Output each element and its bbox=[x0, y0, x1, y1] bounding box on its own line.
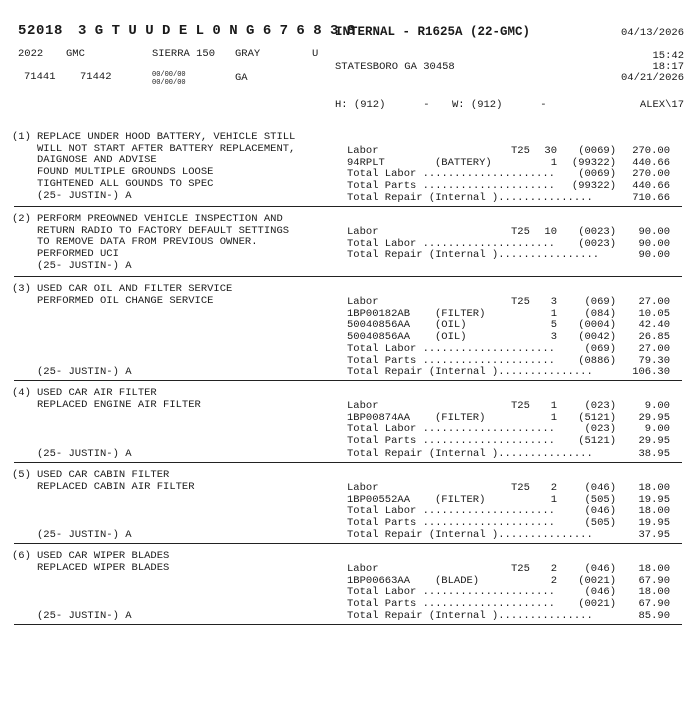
price-code: (084) bbox=[584, 307, 616, 320]
price-code: (0023) bbox=[578, 237, 616, 250]
amount: 270.00 bbox=[632, 145, 670, 157]
amount: 18.00 bbox=[638, 563, 670, 575]
amount: 85.90 bbox=[638, 610, 670, 622]
line-label: Total Labor ..................... bbox=[347, 168, 555, 181]
price-code: (069) bbox=[584, 342, 616, 355]
amount: 67.90 bbox=[638, 598, 670, 611]
part-description: (FILTER) bbox=[435, 411, 486, 424]
line-label: Total Repair (Internal )............... bbox=[347, 529, 593, 541]
amount: 27.00 bbox=[638, 342, 670, 355]
job-description-line: WILL NOT START AFTER BATTERY REPLACEMENT, bbox=[37, 142, 296, 155]
price-code: (046) bbox=[584, 586, 616, 599]
tech-code: T25 bbox=[511, 563, 530, 575]
line-label: 1BP00182AB bbox=[347, 307, 411, 320]
amount: 9.00 bbox=[644, 423, 670, 436]
line-label: Total Parts ..................... bbox=[347, 598, 555, 611]
line-label: 50040856AA bbox=[347, 319, 411, 332]
line-label: Total Labor ..................... bbox=[347, 423, 555, 436]
job-description-line: REPLACE UNDER HOOD BATTERY, VEHICLE STILL bbox=[37, 131, 296, 143]
line-label: Total Repair (Internal )............... bbox=[347, 448, 593, 460]
job-description-line: RETURN RADIO TO FACTORY DEFAULT SETTINGS bbox=[37, 224, 290, 237]
amount: 29.95 bbox=[638, 435, 670, 448]
vehicle-model: SIERRA 150 bbox=[152, 48, 216, 60]
technician-line: (25- JUSTIN-) A bbox=[37, 448, 132, 460]
blank-date-1: 00/00/00 bbox=[152, 71, 186, 79]
time-open: 15:42 bbox=[652, 50, 684, 62]
price-code: (0004) bbox=[578, 319, 616, 332]
part-description: (BLADE) bbox=[435, 574, 480, 587]
price-code: (0021) bbox=[578, 574, 616, 587]
section-divider bbox=[14, 543, 682, 544]
vehicle-color: GRAY bbox=[235, 48, 261, 60]
amount: 440.66 bbox=[632, 156, 670, 169]
section-divider bbox=[14, 462, 682, 463]
amount: 18.00 bbox=[638, 482, 670, 494]
job-number: (5) bbox=[12, 469, 31, 481]
amount: 37.95 bbox=[638, 529, 670, 541]
section-divider bbox=[14, 380, 682, 381]
price-code: (5121) bbox=[578, 411, 616, 424]
line-label: Total Parts ..................... bbox=[347, 180, 555, 193]
technician-line: (25- JUSTIN-) A bbox=[37, 366, 132, 378]
amount: 29.95 bbox=[638, 411, 670, 424]
job-description-line: TO REMOVE DATA FROM PREVIOUS OWNER. bbox=[37, 236, 258, 249]
job-description-line: USED CAR OIL AND FILTER SERVICE bbox=[37, 283, 233, 295]
line-label: 1BP00874AA bbox=[347, 411, 411, 424]
tech-code: T25 bbox=[511, 482, 530, 494]
line-label: Total Labor ..................... bbox=[347, 505, 555, 518]
job-number: (2) bbox=[12, 213, 31, 225]
work-phone: W: (912) - bbox=[452, 99, 547, 111]
quantity: 1 bbox=[550, 400, 557, 412]
price-code: (023) bbox=[584, 400, 616, 412]
vin: 3 G T U U D E L 0 N G 6 7 6 8 3 8 bbox=[78, 23, 356, 39]
line-label: Labor bbox=[347, 400, 379, 412]
line-label: Total Labor ..................... bbox=[347, 342, 555, 355]
price-code: (99322) bbox=[571, 156, 616, 169]
ro-number: 52018 bbox=[18, 23, 64, 39]
line-label: Total Labor ..................... bbox=[347, 586, 555, 599]
section-divider bbox=[14, 624, 682, 625]
city-line: STATESBORO GA 30458 bbox=[335, 61, 455, 73]
code-b: 71442 bbox=[80, 71, 112, 83]
quantity: 1 bbox=[550, 493, 557, 506]
amount: 90.00 bbox=[638, 249, 670, 262]
amount: 67.90 bbox=[638, 574, 670, 587]
line-label: Total Parts ..................... bbox=[347, 354, 555, 367]
amount: 710.66 bbox=[632, 191, 670, 204]
amount: 106.30 bbox=[632, 366, 670, 378]
line-label: 1BP00552AA bbox=[347, 493, 411, 506]
quantity: 2 bbox=[550, 563, 557, 575]
time-close: 18:17 bbox=[652, 61, 684, 73]
job-description-line: REPLACED ENGINE AIR FILTER bbox=[37, 398, 201, 411]
amount: 440.66 bbox=[632, 180, 670, 193]
line-label: Total Repair (Internal )............... bbox=[347, 366, 593, 378]
price-code: (0069) bbox=[578, 168, 616, 181]
blank-date-2: 00/00/00 bbox=[152, 79, 186, 87]
amount: 42.40 bbox=[638, 319, 670, 332]
job-description-line: DAIGNOSE AND ADVISE bbox=[37, 154, 157, 167]
job-description-line: PERFORM PREOWNED VEHICLE INSPECTION AND bbox=[37, 213, 283, 225]
part-description: (OIL) bbox=[435, 331, 467, 344]
advisor: ALEX\17 bbox=[639, 99, 684, 111]
line-label: Total Repair (Internal )............... bbox=[347, 191, 593, 204]
amount: 90.00 bbox=[638, 237, 670, 250]
price-code: (0886) bbox=[578, 354, 616, 367]
job-description-line: REPLACED WIPER BLADES bbox=[37, 561, 170, 574]
price-code: (023) bbox=[584, 423, 616, 436]
line-label: Labor bbox=[347, 482, 379, 494]
date-open: 04/13/2026 bbox=[620, 27, 684, 39]
vehicle-make: GMC bbox=[66, 48, 85, 60]
amount: 27.00 bbox=[638, 296, 670, 308]
technician-line: (25- JUSTIN-) A bbox=[37, 189, 132, 202]
vehicle-flag: U bbox=[312, 48, 319, 60]
section-divider bbox=[14, 206, 682, 207]
amount: 79.30 bbox=[638, 354, 670, 367]
quantity: 30 bbox=[544, 145, 557, 157]
job-description-line: USED CAR CABIN FILTER bbox=[37, 469, 170, 481]
price-code: (505) bbox=[584, 517, 616, 530]
job-description-line: FOUND MULTIPLE GROUNDS LOOSE bbox=[37, 166, 214, 179]
quantity: 2 bbox=[550, 574, 557, 587]
tech-code: T25 bbox=[511, 400, 530, 412]
price-code: (0023) bbox=[578, 226, 616, 238]
tech-code: T25 bbox=[511, 145, 530, 157]
section-divider bbox=[14, 276, 682, 277]
amount: 10.05 bbox=[638, 307, 670, 320]
quantity: 1 bbox=[550, 411, 557, 424]
part-description: (OIL) bbox=[435, 319, 467, 332]
vehicle-year: 2022 bbox=[18, 48, 44, 60]
price-code: (0069) bbox=[578, 145, 616, 157]
quantity: 3 bbox=[550, 296, 557, 308]
line-label: Labor bbox=[347, 145, 379, 157]
job-number: (6) bbox=[12, 550, 31, 562]
price-code: (046) bbox=[584, 563, 616, 575]
part-description: (BATTERY) bbox=[435, 156, 492, 169]
amount: 9.00 bbox=[644, 400, 670, 412]
code-a: 71441 bbox=[24, 71, 56, 83]
price-code: (046) bbox=[584, 505, 616, 518]
price-code: (0021) bbox=[578, 598, 616, 611]
job-number: (3) bbox=[12, 283, 31, 295]
technician-line: (25- JUSTIN-) A bbox=[37, 529, 132, 541]
job-number: (4) bbox=[12, 387, 31, 399]
line-label: Total Parts ..................... bbox=[347, 517, 555, 530]
quantity: 3 bbox=[550, 331, 557, 344]
price-code: (0042) bbox=[578, 331, 616, 344]
amount: 270.00 bbox=[632, 168, 670, 181]
state: GA bbox=[235, 72, 248, 84]
amount: 38.95 bbox=[638, 448, 670, 460]
part-description: (FILTER) bbox=[435, 307, 486, 320]
job-number: (1) bbox=[12, 131, 31, 143]
technician-line: (25- JUSTIN-) A bbox=[37, 259, 132, 272]
line-label: 1BP00663AA bbox=[347, 574, 411, 587]
line-label: 50040856AA bbox=[347, 331, 411, 344]
line-label: Total Parts ..................... bbox=[347, 435, 555, 448]
tech-code: T25 bbox=[511, 296, 530, 308]
price-code: (99322) bbox=[571, 180, 616, 193]
quantity: 5 bbox=[550, 319, 557, 332]
amount: 90.00 bbox=[638, 226, 670, 238]
quantity: 1 bbox=[550, 307, 557, 320]
amount: 18.00 bbox=[638, 586, 670, 599]
job-description-line: TIGHTENED ALL GOUNDS TO SPEC bbox=[37, 177, 214, 190]
technician-line: (25- JUSTIN-) A bbox=[37, 610, 132, 622]
quantity: 10 bbox=[544, 226, 557, 238]
amount: 18.00 bbox=[638, 505, 670, 518]
line-label: 94RPLT bbox=[347, 156, 385, 169]
home-phone: H: (912) - bbox=[335, 99, 430, 111]
ro-type: INTERNAL - R1625A (22-GMC) bbox=[335, 25, 531, 39]
tech-code: T25 bbox=[511, 226, 530, 238]
job-description-line: USED CAR WIPER BLADES bbox=[37, 550, 170, 562]
amount: 26.85 bbox=[638, 331, 670, 344]
line-label: Total Repair (Internal )............... bbox=[347, 610, 593, 622]
price-code: (069) bbox=[584, 296, 616, 308]
quantity: 2 bbox=[550, 482, 557, 494]
line-label: Labor bbox=[347, 563, 379, 575]
date-close: 04/21/2026 bbox=[620, 72, 684, 84]
amount: 19.95 bbox=[638, 517, 670, 530]
line-label: Total Repair (Internal )................ bbox=[347, 249, 600, 262]
quantity: 1 bbox=[550, 156, 557, 169]
job-description-line: PERFORMED OIL CHANGE SERVICE bbox=[37, 294, 214, 307]
job-description-line: REPLACED CABIN AIR FILTER bbox=[37, 480, 195, 493]
job-description-line: USED CAR AIR FILTER bbox=[37, 387, 157, 399]
job-description-line: PERFORMED UCI bbox=[37, 248, 119, 261]
price-code: (505) bbox=[584, 493, 616, 506]
price-code: (5121) bbox=[578, 435, 616, 448]
line-label: Total Labor ..................... bbox=[347, 237, 555, 250]
line-label: Labor bbox=[347, 226, 379, 238]
price-code: (046) bbox=[584, 482, 616, 494]
part-description: (FILTER) bbox=[435, 493, 486, 506]
line-label: Labor bbox=[347, 296, 379, 308]
amount: 19.95 bbox=[638, 493, 670, 506]
